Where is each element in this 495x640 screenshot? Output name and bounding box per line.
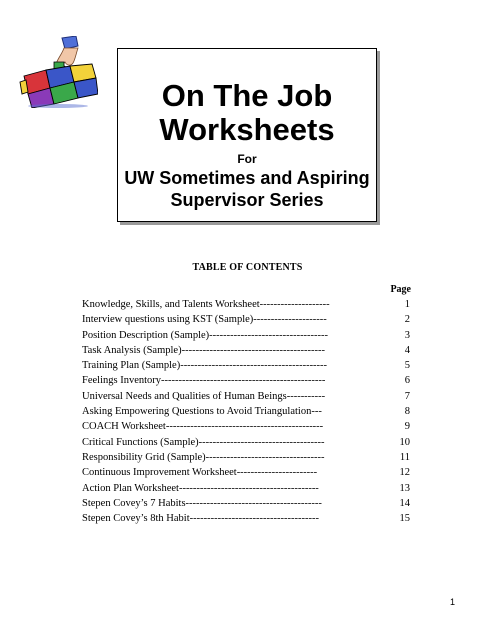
title-box	[117, 48, 377, 222]
toc-entry-page: 3	[404, 329, 410, 341]
toc-entry-text: Training Plan (Sample)------------------------------------------	[82, 360, 328, 372]
toc-entry-page: 7	[404, 390, 410, 402]
toc-heading: TABLE OF CONTENTS	[192, 262, 303, 273]
toc-entry-page: 8	[404, 406, 410, 418]
toc-entry-page: 6	[404, 375, 410, 387]
toc-row	[82, 496, 412, 511]
toc-row	[82, 297, 412, 312]
toc-row	[82, 419, 412, 434]
toc-entry-text: Critical Functions (Sample)------------------------------------	[82, 436, 325, 448]
toc-entry-text: Feelings Inventory-----------------------------------------------	[82, 375, 326, 387]
toc-entry-page: 10	[399, 436, 410, 448]
toc-entry-text: Knowledge, Skills, and Talents Worksheet--------------------	[82, 299, 330, 310]
toc-entry-text: COACH Worksheet---------------------------------------------	[82, 421, 324, 433]
toc-row	[82, 328, 412, 343]
puzzle-shadow	[28, 104, 88, 108]
toc-entry-page: 9	[404, 421, 410, 433]
toc-entry-text: Universal Needs and Qualities of Human Beings-----------	[82, 390, 326, 402]
toc-entry-text: Stepen Covey’s 7 Habits---------------------------------------	[82, 497, 322, 509]
toc-entry-text: Continuous Improvement Worksheet-----------------------	[82, 467, 318, 479]
toc-entry-text: Action Plan Worksheet----------------------------------------	[82, 482, 319, 494]
toc-entry-page: 13	[399, 482, 410, 494]
toc-entry-page: 12	[399, 467, 410, 479]
toc-row	[82, 481, 412, 496]
toc-row	[82, 373, 412, 388]
subtitle-line-1: UW Sometimes and Aspiring	[124, 168, 370, 188]
subtitle-line-2: Supervisor Series	[170, 190, 324, 210]
for-label: For	[237, 152, 257, 166]
toc-row	[82, 389, 412, 404]
toc-entry-page: 5	[404, 360, 410, 372]
toc-entry-text: Task Analysis (Sample)-----------------------------------------	[82, 344, 325, 356]
toc-entry-page: 1	[404, 299, 410, 310]
toc-entry-page: 11	[399, 451, 410, 463]
toc-entry-text: Responsibility Grid (Sample)----------------------------------	[82, 451, 325, 463]
toc-row	[82, 404, 412, 419]
toc-row	[82, 465, 412, 480]
toc-row	[82, 450, 412, 465]
page-column-heading: Page	[390, 284, 411, 295]
toc-entry-page: 4	[404, 344, 410, 356]
puzzle-board	[20, 64, 98, 108]
toc-row	[82, 312, 412, 327]
toc-entry-text: Position Description (Sample)----------------------------------	[82, 329, 329, 341]
hand-puzzle-clipart	[18, 36, 98, 108]
toc-entry-page: 2	[404, 314, 410, 326]
title-line-1: On The Job	[161, 78, 333, 113]
toc-list	[82, 297, 412, 526]
toc-row	[82, 358, 412, 373]
title-line-2: Worksheets	[159, 112, 335, 147]
toc-entry-text: Stepen Covey’s 8th Habit-------------------------------------	[82, 513, 319, 525]
toc-row	[82, 435, 412, 450]
page-number: 1	[449, 597, 455, 607]
toc-entry-text: Asking Empowering Questions to Avoid Triangulation---	[82, 406, 322, 418]
toc-entry-page: 15	[399, 513, 410, 525]
toc-entry-page: 14	[399, 497, 410, 509]
toc-row	[82, 343, 412, 358]
toc-entry-text: Interview questions using KST (Sample)---------------------	[82, 314, 327, 326]
toc-row	[82, 511, 412, 526]
sleeve-shape	[62, 36, 78, 49]
